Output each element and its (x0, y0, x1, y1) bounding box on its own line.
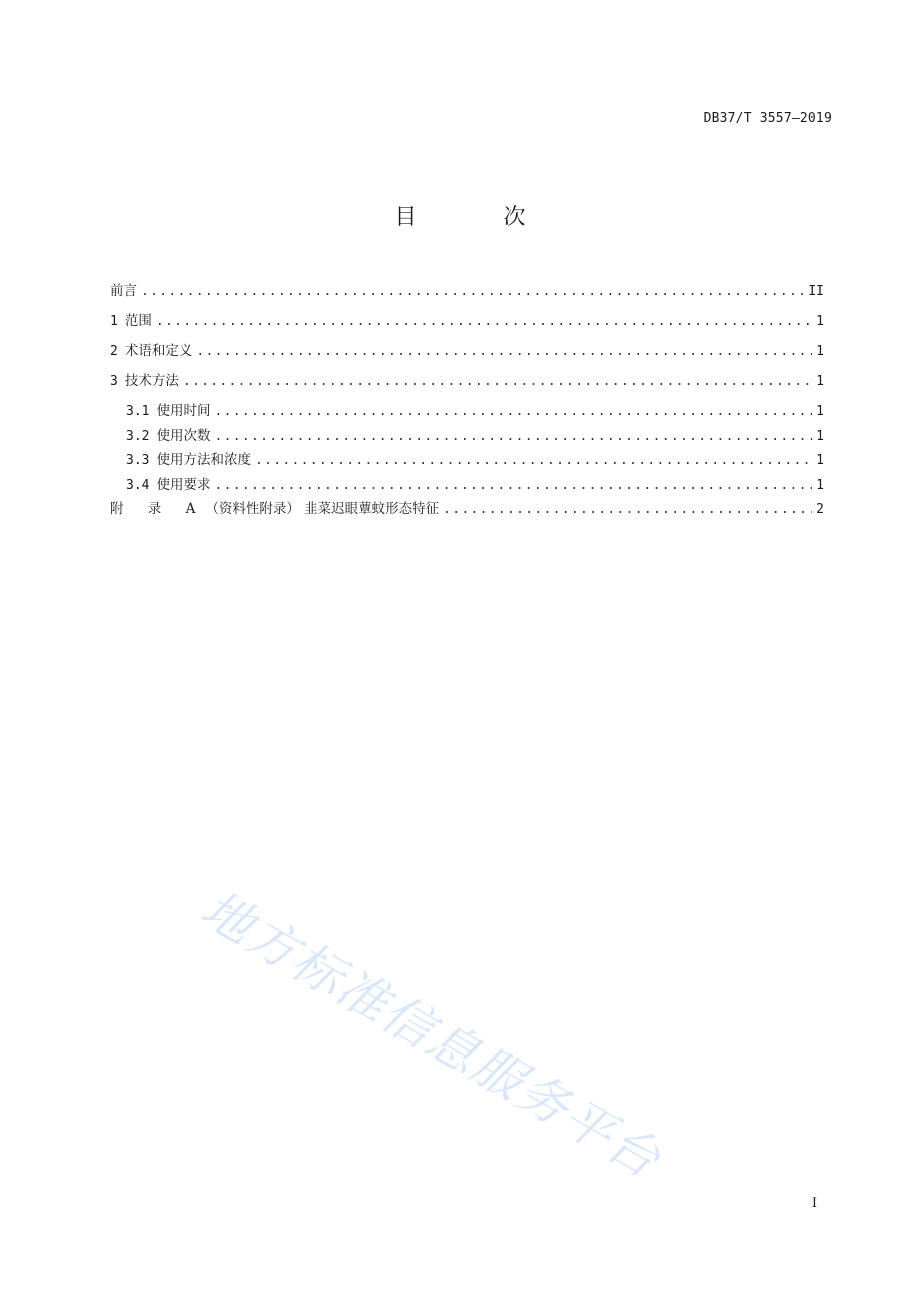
watermark: 地方标准信息服务平台 (191, 879, 671, 1190)
toc-item-page: 2 (816, 502, 824, 517)
toc-leader-dots (141, 284, 804, 299)
toc-leader-dots (183, 374, 812, 389)
toc-item-label: 术语和定义 (124, 343, 193, 359)
toc-item-number: 3.4 (126, 477, 150, 493)
toc-item-page: 1 (816, 477, 824, 493)
toc-leader-dots (156, 314, 812, 329)
toc-item-label: 使用要求 (156, 476, 211, 493)
toc-leader-dots (255, 453, 812, 468)
toc-item-page: 1 (816, 453, 824, 468)
page-number: I (811, 1196, 817, 1211)
toc-item-label: 技术方法 (124, 373, 179, 389)
toc-item-number: 3.1 (126, 404, 150, 419)
toc-item-label: 使用方法和浓度 (156, 452, 251, 468)
toc-item-page: 1 (816, 404, 824, 419)
toc-item-usage-time[interactable] (110, 399, 824, 424)
toc-leader-dots (214, 478, 812, 493)
toc-item-usage-requirements[interactable] (110, 473, 824, 498)
toc-item-number: 1 (110, 314, 118, 329)
toc-item-scope[interactable] (110, 309, 824, 339)
toc-item-preface[interactable] (110, 279, 824, 309)
toc-leader-dots (214, 429, 812, 444)
toc-item-page: 1 (816, 428, 824, 444)
document-code: DB37/T 3557—2019 (703, 111, 832, 126)
table-of-contents (110, 279, 824, 527)
toc-item-label: （资料性附录） 韭菜迟眼蕈蚊形态特征 (205, 501, 440, 517)
toc-item-label: 使用时间 (156, 403, 211, 419)
toc-leader-dots (214, 404, 812, 419)
toc-leader-dots (443, 502, 812, 517)
toc-item-number: 3 (110, 374, 118, 389)
toc-item-appendix-a[interactable] (110, 497, 824, 527)
toc-item-page: 1 (816, 344, 824, 359)
appendix-lead: 附 录 A (110, 501, 206, 517)
toc-item-page: II (808, 284, 824, 299)
toc-item-label: 范围 (124, 313, 152, 329)
toc-item-label: 使用次数 (156, 427, 211, 444)
toc-item-label: 前言 (110, 283, 137, 299)
toc-item-usage-count[interactable] (110, 424, 824, 449)
page-title: 目 次 (394, 205, 566, 230)
toc-item-number: 2 (110, 344, 118, 359)
toc-item-terms[interactable] (110, 339, 824, 369)
toc-leader-dots (196, 344, 812, 359)
toc-item-page: 1 (816, 314, 824, 329)
toc-item-number: 3.2 (126, 428, 150, 444)
toc-item-usage-method[interactable] (110, 448, 824, 473)
toc-item-methods[interactable] (110, 369, 824, 399)
toc-item-page: 1 (816, 374, 824, 389)
toc-item-number: 3.3 (126, 453, 150, 468)
